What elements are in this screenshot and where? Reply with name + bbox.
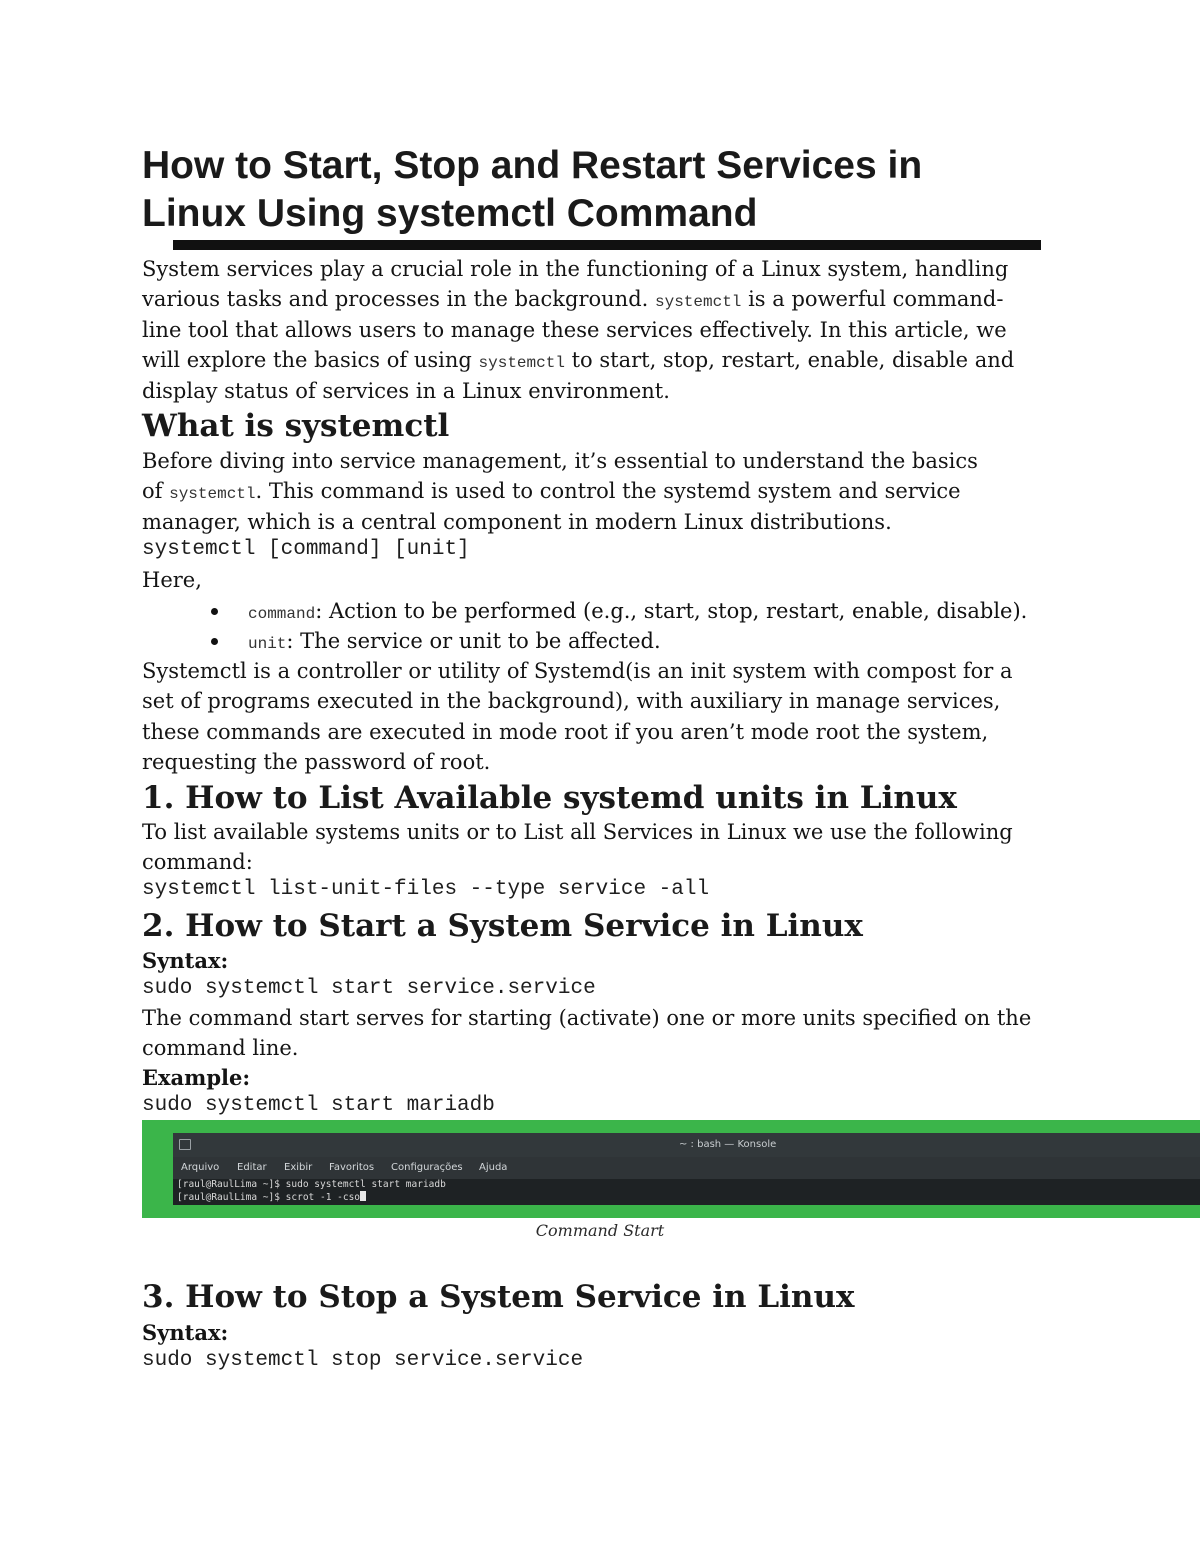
list-item (142, 596, 1092, 626)
bullet-icon (211, 638, 218, 645)
terminal-output (173, 1179, 1200, 1205)
list-item-text: : The service or unit to be affected. (286, 629, 661, 654)
list-item (142, 626, 1092, 656)
list-item-body (248, 626, 661, 659)
terminal-line: [raul@RaulLima ~]$ sudo systemctl start mariadb (177, 1179, 446, 1190)
what-is-line: Before diving into service management, it’s essential to understand the basics (142, 449, 978, 473)
cursor-icon (360, 1191, 366, 1201)
intro-line: display status of services in a Linux environment. (142, 378, 670, 403)
figure-caption: Command Start (535, 1221, 665, 1240)
menu-item-exibir: Exibir (284, 1162, 313, 1173)
intro-text: various tasks and processes in the background. (142, 287, 655, 312)
list-item-text: : Action to be performed (e.g., start, stop, restart, enable, disable). (315, 599, 1028, 623)
menu-item-editar: Editar (237, 1162, 267, 1173)
terminal-icon (179, 1139, 191, 1150)
syntax-label: Syntax: (142, 948, 229, 973)
inline-code: systemctl (478, 354, 565, 373)
start-description-line: The command start serves for starting (activate) one or more units specified on the (142, 1006, 1032, 1030)
menu-item-arquivo: Arquivo (181, 1162, 220, 1173)
start-syntax-code: sudo systemctl start service.service (142, 977, 596, 1000)
list-units-line: command: (142, 850, 253, 875)
what-is-line (142, 476, 1062, 506)
intro-line (142, 284, 1062, 314)
menu-item-ajuda: Ajuda (479, 1162, 508, 1173)
inline-code: systemctl (654, 293, 742, 312)
here-text (142, 565, 1062, 595)
title-underline (173, 240, 1041, 250)
description-line: these commands are executed in mode root if you aren’t mode root the system, (142, 719, 989, 744)
intro-line: System services play a crucial role in the functioning of a Linux system, handling (142, 257, 1009, 281)
what-is-line: manager, which is a central component in modern Linux distributions. (142, 509, 892, 534)
inline-code: unit (248, 635, 287, 654)
section-heading-stop: 3. How to Stop a System Service in Linux (142, 1279, 855, 1315)
start-description (142, 1003, 1062, 1064)
bullet-icon (211, 608, 218, 615)
description-line: requesting the password of root. (142, 750, 491, 775)
description-line: Systemctl is a controller or utility of Systemd(is an init system with compost for a (142, 659, 1013, 683)
start-description-line: command line. (142, 1036, 299, 1061)
section-heading-start: 2. How to Start a System Service in Linux (142, 908, 863, 944)
page-title-line-2: Linux Using systemctl Command (142, 192, 758, 235)
inline-code: command (248, 605, 316, 623)
description-line: set of programs executed in the background), with auxiliary in manage services, (142, 689, 1001, 714)
menu-item-favoritos: Favoritos (329, 1162, 375, 1173)
what-is-text: . This command is used to control the systemd system and service (255, 479, 961, 504)
terminal-line-text: [raul@RaulLima ~]$ scrot -1 -cso (177, 1192, 361, 1203)
section-heading-list-units: 1. How to List Available systemd units in Linux (142, 780, 957, 816)
systemctl-description (142, 656, 1062, 778)
parameter-list (142, 596, 1092, 657)
menu-item-configuracoes: Configurações (391, 1162, 463, 1173)
list-units-line: To list available systems units or to List all Services in Linux we use the following (142, 820, 1013, 844)
what-is-text: of (142, 479, 170, 504)
what-is-paragraph (142, 446, 1062, 537)
konsole-window (173, 1133, 1200, 1205)
intro-paragraph (142, 254, 1062, 406)
example-label: Example: (142, 1065, 251, 1090)
intro-text: will explore the basics of using (142, 348, 479, 373)
syntax-code-block: systemctl [command] [unit] (142, 538, 470, 561)
list-item-body (248, 596, 1027, 629)
intro-line (142, 345, 1062, 375)
intro-line: line tool that allows users to manage these services effectively. In this article, we (142, 317, 1007, 342)
list-units-paragraph (142, 817, 1062, 878)
list-units-code: systemctl list-unit-files --type service -all (142, 878, 710, 901)
window-title: ~ : bash — Konsole (679, 1139, 777, 1150)
terminal-screenshot (142, 1120, 1200, 1218)
terminal-line (177, 1191, 1200, 1204)
here-label: Here, (142, 568, 202, 592)
section-heading-what-is: What is systemctl (142, 408, 450, 444)
page-title-line-1: How to Start, Stop and Restart Services in (142, 144, 923, 187)
menu-bar (173, 1157, 1200, 1179)
inline-code: systemctl (169, 485, 256, 504)
window-titlebar (173, 1133, 1200, 1157)
stop-syntax-code: sudo systemctl stop service.service (142, 1349, 584, 1372)
start-example-code: sudo systemctl start mariadb (142, 1094, 495, 1117)
intro-text: is a powerful command- (741, 287, 1004, 312)
syntax-label: Syntax: (142, 1320, 229, 1345)
intro-text: to start, stop, restart, enable, disable and (564, 348, 1015, 373)
